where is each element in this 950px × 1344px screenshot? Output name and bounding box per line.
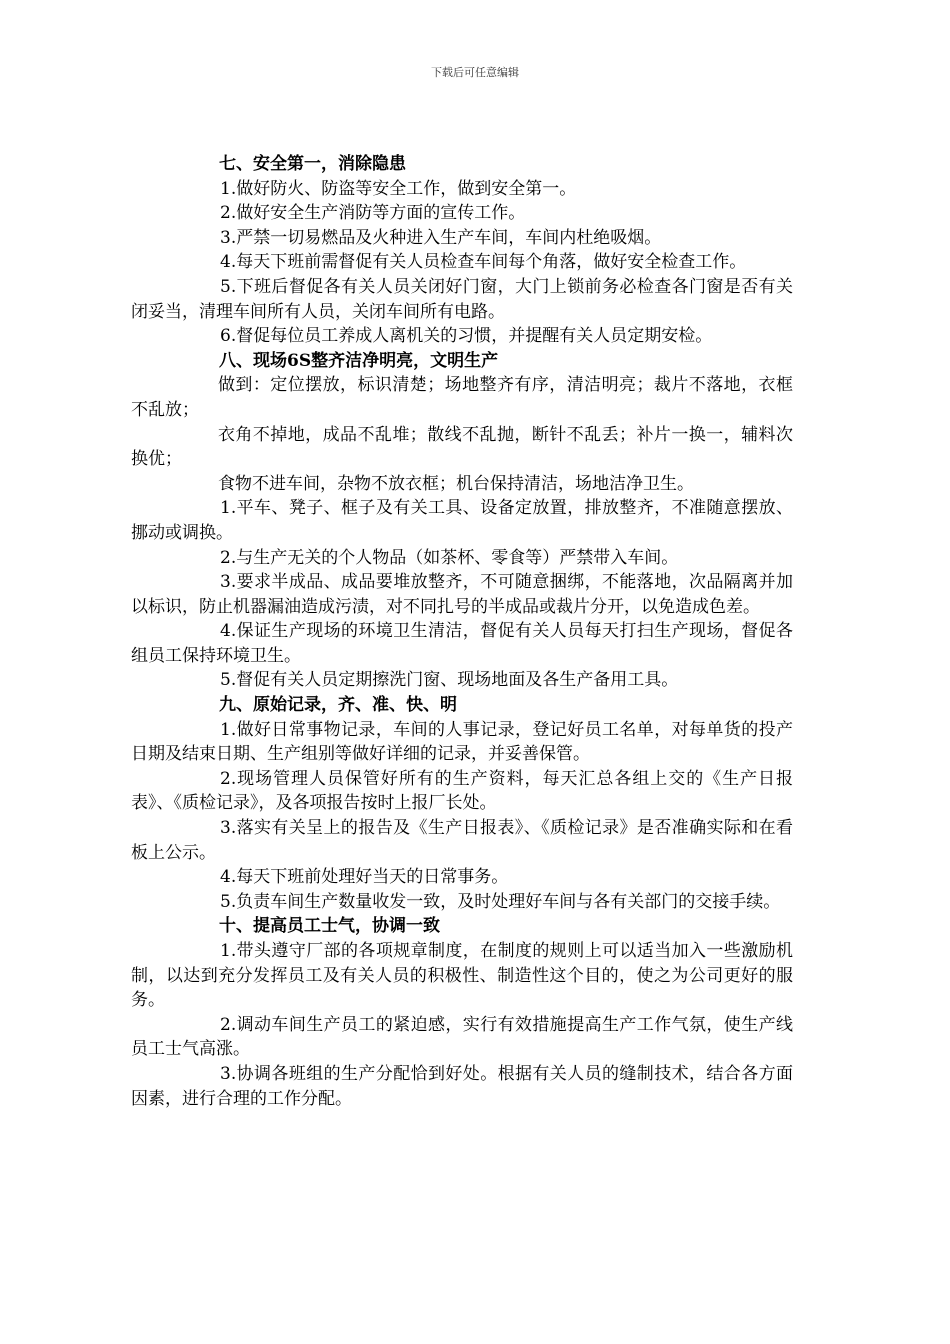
section-7-item-5: 5.下班后督促各有关人员关闭好门窗，大门上锁前务必检查各门窗是否有关闭妥当，清理车间所有人员，关闭车间所有电路。: [131, 276, 793, 322]
section-8-intro-3: 食物不进车间，杂物不放衣框；机台保持清洁，场地洁净卫生。: [218, 473, 694, 494]
section-10-item-2: 2.调动车间生产员工的紧迫感，实行有效措施提高生产工作气氛，使生产线员工士气高涨。: [131, 1014, 793, 1060]
section-10-item-3: 3.协调各班组的生产分配恰到好处。根据有关人员的缝制技术，结合各方面因素，进行合理的工作分配。: [131, 1063, 793, 1109]
section-heading-10: 十、提高员工士气，协调一致: [219, 916, 440, 937]
section-9-item-3: 3.落实有关呈上的报告及《生产日报表》、《质检记录》是否准确实际和在看板上公示。: [131, 818, 793, 863]
section-9-item-1: 1.做好日常事物记录，车间的人事记录，登记好员工名单，对每单货的投产日期及结束日期、生产组别等做好详细的记录，并妥善保管。: [131, 719, 793, 765]
section-8-item-1: 1.平车、凳子、框子及有关工具、设备定放置，排放整齐，不准随意摆放、挪动或调换。: [131, 498, 793, 543]
section-8-item-5: 5.督促有关人员定期擦洗门窗、现场地面及各生产备用工具。: [220, 670, 679, 691]
section-8-item-4: 4.保证生产现场的环境卫生清洁，督促有关人员每天打扫生产现场，督促各组员工保持环境卫生。: [131, 621, 793, 666]
section-8-intro-2: 衣角不掉地，成品不乱堆；散线不乱抛，断针不乱丢；补片一换一，辅料次换优；: [131, 424, 793, 470]
section-7-item-3: 3.严禁一切易燃品及火种进入生产车间，车间内杜绝吸烟。: [220, 227, 662, 248]
section-7-item-4: 4.每天下班前需督促有关人员检查车间每个角落，做好安全检查工作。: [220, 252, 747, 273]
section-10-item-1: 1.带头遵守厂部的各项规章制度，在制度的规则上可以适当加入一些激励机制，以达到充分发挥员工及有关人员的积极性、制造性这个目的，使之为公司更好的服务。: [131, 941, 793, 1011]
section-9-item-2: 2.现场管理人员保管好所有的生产资料，每天汇总各组上交的《生产日报表》、《质检记录》，及各项报告按时上报厂长处。: [131, 768, 793, 814]
section-7-item-2: 2.做好安全生产消防等方面的宣传工作。: [220, 203, 526, 224]
section-heading-8: 八、现场6S整齐洁净明亮，文明生产: [219, 350, 499, 371]
section-heading-7: 七、安全第一，消除隐患: [219, 154, 406, 174]
section-8-intro-1: 做到：定位摆放，标识清楚；场地整齐有序，清洁明亮；裁片不落地，衣框不乱放；: [131, 375, 793, 420]
document-body: [131, 152, 793, 1111]
section-9-item-5: 5.负责车间生产数量收发一致，及时处理好车间与各有关部门的交接手续。: [220, 891, 781, 912]
section-8-item-2: 2.与生产无关的个人物品（如茶杯、零食等）严禁带入车间。: [220, 547, 679, 568]
page-header: 下载后可任意编辑: [431, 66, 519, 79]
section-heading-9: 九、原始记录，齐、准、快、明: [219, 695, 457, 716]
section-7-item-6: 6.督促每位员工养成人离机关的习惯，并提醒有关人员定期安检。: [220, 326, 713, 347]
section-9-item-4: 4.每天下班前处理好当天的日常事务。: [220, 867, 509, 888]
section-8-item-3: 3.要求半成品、成品要堆放整齐，不可随意捆绑，不能落地，次品隔离并加以标识，防止机器漏油造成污渍，对不同扎号的半成品或裁片分开，以免造成色差。: [131, 572, 793, 617]
section-7-item-1: 1.做好防火、防盗等安全工作，做到安全第一。: [220, 178, 577, 199]
